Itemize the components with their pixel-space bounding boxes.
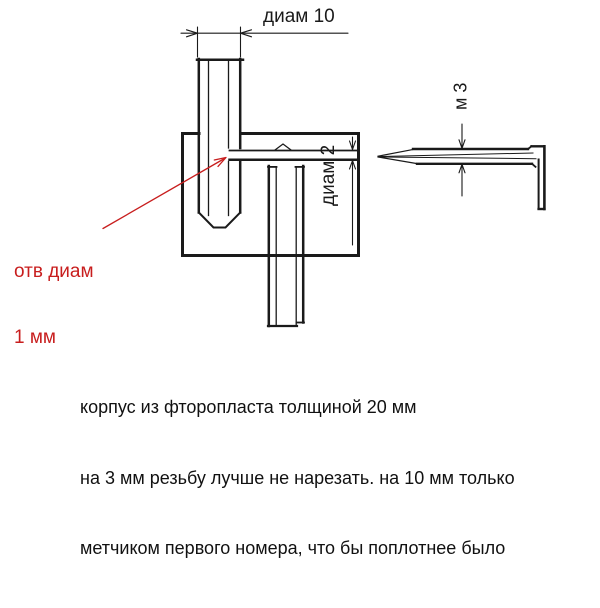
dim-m3 <box>459 124 465 196</box>
note-line3: метчиком первого номера, что бы поплотнее было <box>80 538 506 558</box>
hole-callout-line1: отв диам <box>14 261 94 282</box>
schematic-page: диам 10 м 3 диам 2 отв диам 1 мм корпус из фторопласта толщиной 20 мм на 3 мм резьбу лучше не нарезать. на 10 мм только метчиком первого номера, что бы поплотнее было <box>0 0 600 480</box>
arrow-up-right-icon <box>214 158 226 167</box>
dim-diam10 <box>181 27 348 57</box>
dim-label-diam10: диам 10 <box>263 6 335 27</box>
surface-mark <box>275 144 291 150</box>
drill-cone <box>199 213 240 228</box>
hole-leader-line <box>103 158 226 229</box>
note-line1: корпус из фторопласта толщиной 20 мм <box>80 397 417 417</box>
dim-diam2 <box>350 137 356 245</box>
note-line2: на 3 мм резьбу лучше не нарезать. на 10 мм только <box>80 467 515 488</box>
needle-tube <box>378 146 544 209</box>
notes-block <box>80 349 515 608</box>
hole-callout-line2: 1 мм <box>14 327 56 348</box>
bottom-tube <box>268 166 304 326</box>
top-tube <box>197 59 243 228</box>
